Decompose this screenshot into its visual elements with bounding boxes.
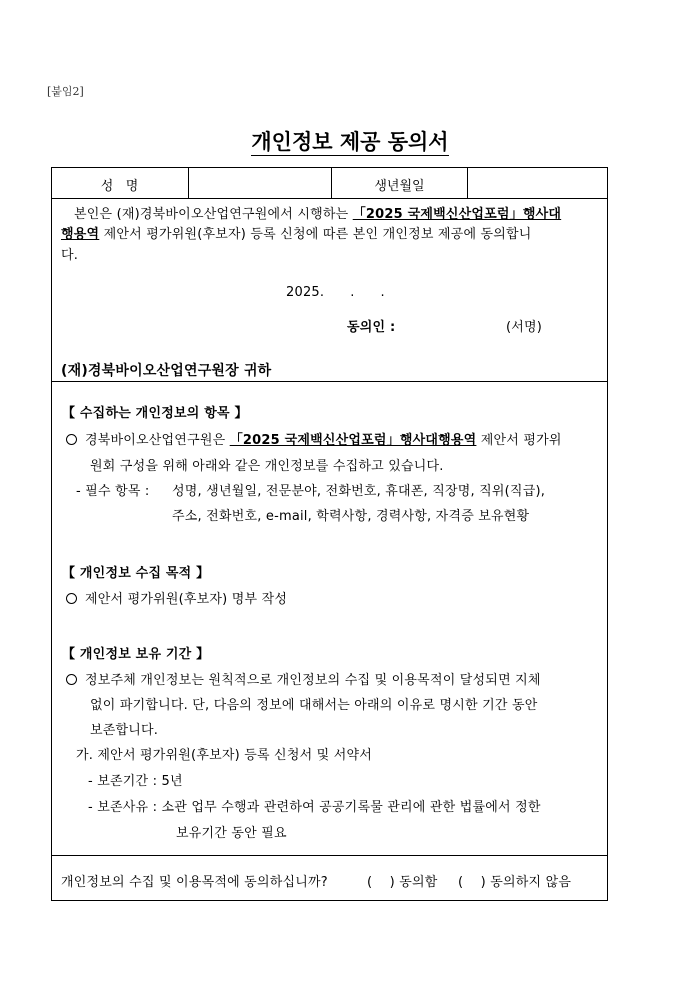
- section-heading-items: 【 수집하는 개인정보의 항목 】: [62, 406, 248, 421]
- addressee: (재)경북바이오산업연구원장 귀하: [61, 363, 272, 379]
- circle-bullet-icon: [66, 434, 77, 445]
- purpose-line1: 제안서 평가위원(후보자) 명부 작성: [66, 588, 287, 607]
- consent-question: 개인정보의 수집 및 이용목적에 동의하십니까?: [61, 875, 328, 890]
- name-value-field[interactable]: [189, 168, 330, 197]
- disagree-option[interactable]: ( ) 동의하지 않음: [458, 875, 572, 890]
- circle-bullet-icon: [66, 593, 77, 604]
- agree-option[interactable]: ( ) 동의함: [367, 875, 438, 890]
- consent-form-frame: [51, 167, 608, 901]
- retention-line1: 정보주체 개인정보는 원칙적으로 개인정보의 수집 및 이용목적이 달성되면 지체: [66, 669, 541, 688]
- retention-line2: 없이 파기합니다. 단, 다음의 정보에 대해서는 아래의 이유로 명시한 기간 동안: [90, 698, 538, 713]
- section-heading-retention: 【 개인정보 보유 기간 】: [62, 647, 210, 662]
- retention-reason-line1: - 보존사유 : 소관 업무 수행과 관련하여 공공기록물 관리에 관한 법률에서 정한: [88, 800, 541, 815]
- retention-line3: 보존합니다.: [90, 723, 159, 738]
- required-items-label: - 필수 항목 :: [76, 484, 150, 499]
- footer-divider: [51, 855, 608, 856]
- retention-subtitle: 가. 제안서 평가위원(후보자) 등록 신청서 및 서약서: [76, 748, 373, 763]
- section-heading-purpose: 【 개인정보 수집 목적 】: [62, 566, 210, 581]
- consent-date: 2025. . .: [286, 285, 385, 300]
- signer-name-field[interactable]: [410, 312, 502, 332]
- required-items-line2: 주소, 전화번호, e-mail, 학력사항, 경력사항, 자격증 보유현황: [172, 509, 530, 524]
- signer-label: 동의인 :: [347, 320, 396, 335]
- section-divider: [51, 381, 608, 382]
- birthdate-value-field[interactable]: [468, 168, 607, 197]
- header-row-divider: [51, 198, 608, 199]
- retention-reason-line2: 보유기간 동안 필요: [176, 826, 287, 841]
- consent-statement-line1: 본인은 (재)경북바이오산업연구원에서 시행하는 「2025 국제백신산업포럼」행사대: [74, 207, 562, 222]
- attachment-label: [붙임2]: [47, 85, 84, 98]
- items-line2: 원회 구성을 위해 아래와 같은 개인정보를 수집하고 있습니다.: [90, 459, 444, 474]
- retention-period: - 보존기간 : 5년: [88, 774, 183, 789]
- consent-statement-line2: 행용역 제안서 평가위원(후보자) 등록 신청에 따른 본인 개인정보 제공에 동의합니: [61, 227, 532, 242]
- document-title: 개인정보 제공 동의서: [251, 130, 449, 154]
- items-line1: 경북바이오산업연구원은 「2025 국제백신산업포럼」행사대행용역 제안서 평가위: [66, 429, 562, 448]
- consent-statement-line3: 다.: [61, 248, 79, 263]
- name-label: 성 명: [100, 179, 139, 194]
- birthdate-label: 생년월일: [374, 179, 425, 194]
- signature-mark: (서명): [506, 320, 543, 335]
- circle-bullet-icon: [66, 674, 77, 685]
- required-items-line1: 성명, 생년월일, 전문분야, 전화번호, 휴대폰, 직장명, 직위(직급),: [172, 484, 546, 499]
